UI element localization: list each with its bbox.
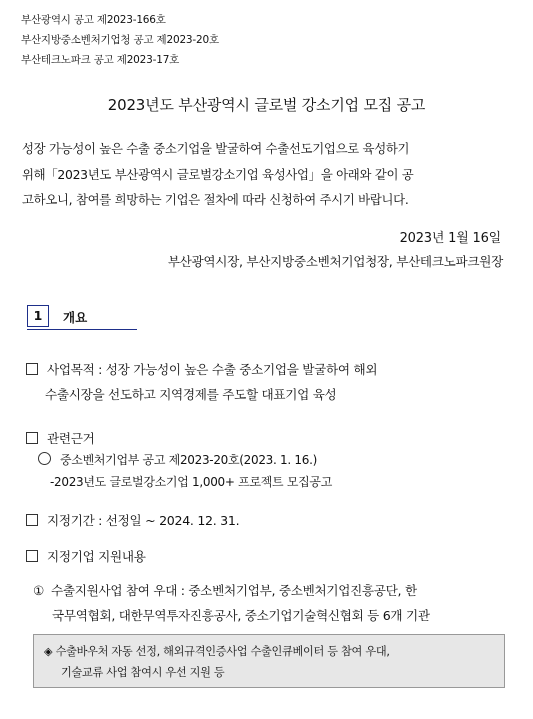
benefit-text: 수출지원사업 참여 우대 : 중소벤처기업부, 중소벤처기업진흥공단, 한: [51, 583, 417, 598]
checkbox-icon: [26, 550, 38, 562]
purpose-text: 사업목적 : 성장 가능성이 높은 수출 중소기업을 발굴하여 해외: [47, 362, 378, 377]
section-number: 1: [27, 305, 49, 327]
benefit-item: [33, 578, 509, 628]
intro-line: 위해「2023년도 부산광역시 글로벌강소기업 육성사업」을 아래와 같이 공: [22, 166, 414, 182]
checkbox-icon: [26, 514, 38, 526]
notice-technopark: 부산테크노파크 공고 제2023-17호: [21, 54, 180, 66]
notice-numbers: [21, 10, 219, 70]
benefit-text: 국무역협회, 대한무역투자진흥공사, 중소기업기술혁신협회 등 6개 기관: [52, 608, 430, 623]
section-title: 개요: [63, 310, 88, 325]
basis-label: 관련근거: [47, 431, 95, 446]
purpose-text: 수출시장을 선도하고 지역경제를 주도할 대표기업 육성: [45, 387, 337, 402]
checkbox-icon: [26, 363, 38, 375]
announcement-date: 2023년 1월 16일: [399, 231, 501, 246]
basis-project: -2023년도 글로벌강소기업 1,000+ 프로젝트 모집공고: [50, 475, 333, 489]
intro-line: 성장 가능성이 높은 수출 중소기업을 발굴하여 수출선도기업으로 육성하기: [22, 141, 410, 156]
notice-busan-city: 부산광역시 공고 제2023-166호: [21, 14, 166, 26]
intro-line: 고하오니, 참여를 희망하는 기업은 절차에 따라 신청하여 주시기 바랍니다.: [22, 192, 409, 207]
circle-bullet-icon: [38, 452, 51, 465]
note-text: 기술교류 사업 참여시 우선 지원 등: [61, 666, 225, 679]
notice-sme-office: 부산지방중소벤처기업청 공고 제2023-20호: [21, 34, 219, 46]
benefit-number: ①: [33, 583, 44, 598]
period-text: 지정기간 : 선정일 ~ 2024. 12. 31.: [47, 513, 240, 528]
signers: 부산광역시장, 부산지방중소벤처기업청장, 부산테크노파크원장: [167, 254, 503, 269]
purpose-item: [26, 357, 508, 407]
basis-notice: 중소벤처기업부 공고 제2023-20호(2023. 1. 16.): [60, 453, 317, 467]
document-title: 2023년도 부산광역시 글로벌 강소기업 모집 공고: [107, 96, 426, 114]
basis-item: [26, 428, 94, 447]
note-box: [33, 634, 505, 688]
period-item: [26, 510, 239, 529]
support-item: [26, 546, 146, 565]
checkbox-icon: [26, 432, 38, 444]
support-text: 지정기업 지원내용: [47, 549, 146, 564]
basis-detail: [38, 449, 332, 493]
intro-paragraph: [22, 136, 506, 213]
note-text: 수출바우처 자동 선정, 해외규격인증사업 수출인큐베이터 등 참여 우대,: [55, 645, 390, 658]
diamond-bullet-icon: ◈: [44, 645, 53, 658]
section-heading: [27, 305, 137, 330]
